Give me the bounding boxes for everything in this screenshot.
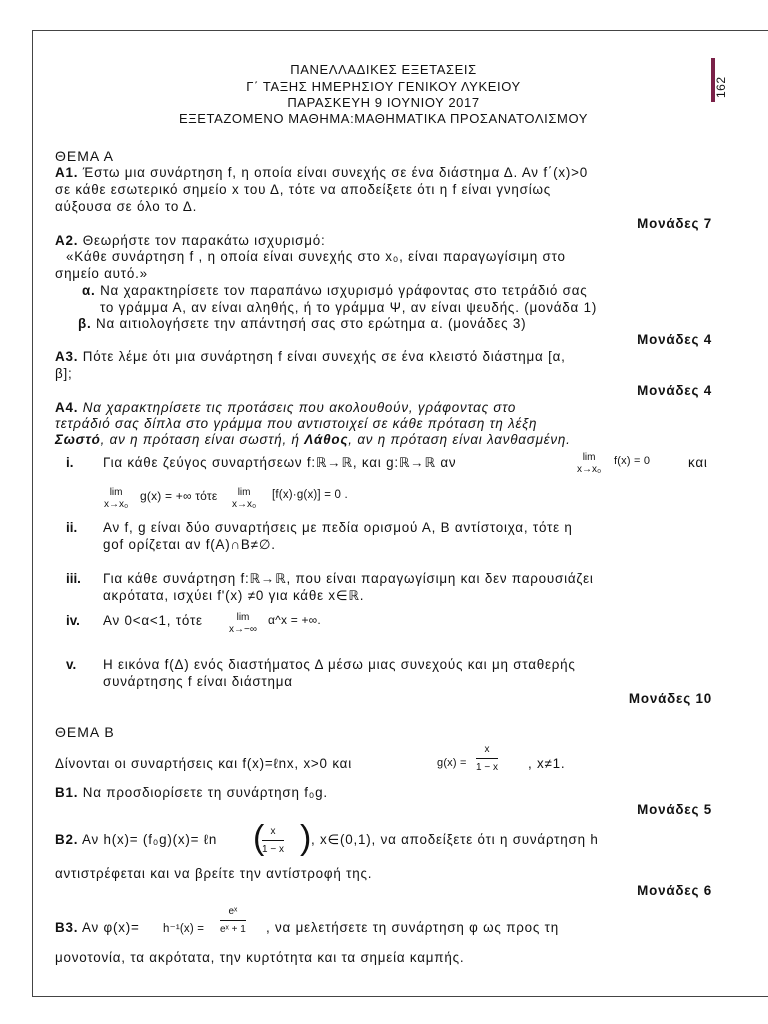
item-v-line-2: συνάρτησης f είναι διάστημα bbox=[103, 674, 293, 689]
header-line-3: ΠΑΡΑΣΚΕΥΗ 9 ΙΟΥΝΙΟΥ 2017 bbox=[287, 95, 480, 110]
a2-claim-2: σημείο αυτό.» bbox=[55, 266, 148, 281]
a4-text-3d: , αν η πρόταση είναι λανθασμένη. bbox=[348, 432, 571, 447]
item-i-and: και bbox=[688, 455, 708, 470]
b2-fraction bbox=[262, 826, 284, 855]
a4-score: Μονάδες 10 bbox=[628, 691, 712, 706]
a2-a-line-2: το γράμμα Α, αν είναι αληθής, ή το γράμμα Ψ, αν είναι ψευδής. (μονάδα 1) bbox=[100, 300, 598, 315]
a2-intro bbox=[55, 233, 326, 248]
b-intro-end: , x≠1. bbox=[528, 756, 566, 771]
item-i-lim-1 bbox=[577, 452, 601, 476]
a2-claim-1: «Κάθε συνάρτηση f , η οποία είναι συνεχής στο x₀, είναι παραγωγίσιμη στο bbox=[66, 249, 566, 264]
b2-line-2: αντιστρέφεται και να βρείτε την αντίστροφή της. bbox=[55, 866, 373, 881]
item-iv-label: iv. bbox=[66, 613, 80, 628]
page-number: 162 bbox=[714, 76, 728, 98]
b2-score: Μονάδες 6 bbox=[637, 883, 712, 898]
lim-sub: x→x₀ bbox=[232, 499, 257, 510]
a1-text-1: Έστω μια συνάρτηση f, η οποία είναι συνεχής σε ένα διάστημα Δ. Αν f΄(x)>0 bbox=[78, 165, 588, 180]
a3-label: Α3. bbox=[55, 349, 79, 364]
item-i-line-1 bbox=[103, 455, 456, 471]
b1-text: Να προσδιορίσετε τη συνάρτηση f₀g. bbox=[78, 785, 328, 800]
a1-score: Μονάδες 7 bbox=[637, 216, 712, 231]
a2-b-text: Να αιτιολογήσετε την απάντησή σας στο ερώτημα α. (μονάδες 3) bbox=[91, 316, 527, 331]
item-i-lim-2 bbox=[104, 487, 128, 511]
b-intro-fraction bbox=[476, 744, 498, 773]
right-paren: ) bbox=[300, 819, 312, 857]
a4-text-3b: , αν η πρόταση είναι σωστή, ή bbox=[100, 432, 305, 447]
b3-fraction bbox=[220, 906, 246, 935]
a2-label: Α2. bbox=[55, 233, 79, 248]
item-i-f-zero: f(x) = 0 bbox=[614, 455, 651, 467]
item-iv-lim bbox=[229, 612, 257, 636]
fraction-denominator: eˣ + 1 bbox=[220, 924, 246, 935]
lim-word: lim bbox=[109, 487, 123, 498]
b1-line bbox=[55, 785, 328, 800]
a4-word-correct: Σωστό bbox=[55, 432, 101, 447]
b-intro: Δίνονται οι συναρτήσεις και f(x)=ℓnx, x>0 και bbox=[55, 756, 352, 771]
lim-word: lim bbox=[236, 612, 250, 623]
item-iv-text: Αν 0<α<1, τότε bbox=[103, 613, 203, 628]
b1-label: Β1. bbox=[55, 785, 79, 800]
a2-a-line-1 bbox=[82, 283, 588, 298]
a2-a-text: Να χαρακτηρίσετε τον παραπάνω ισχυρισμό γράφοντας στο τετράδιό σας bbox=[95, 283, 588, 298]
a3-text: Πότε λέμε ότι μια συνάρτηση f είναι συνεχής σε ένα κλειστό διάστημα [α, bbox=[78, 349, 566, 364]
item-iii-line-1: Για κάθε συνάρτηση f:ℝ→ℝ, που είναι παραγωγίσιμη και δεν παρουσιάζει bbox=[103, 571, 594, 586]
item-ii-label: ii. bbox=[66, 520, 78, 535]
a1-line-3: αύξουσα σε όλο το Δ. bbox=[55, 199, 198, 214]
lim-sub: x→x₀ bbox=[577, 464, 602, 475]
item-ii-line-1: Αν f, g είναι δύο συναρτήσεις με πεδία ορισμού Α, Β αντίστοιχα, τότε η bbox=[103, 520, 573, 535]
item-i-text: Για κάθε ζεύγος συναρτήσεων f:ℝ→ℝ, και g:ℝ→ℝ αν bbox=[103, 455, 457, 470]
section-title-a: ΘΕΜΑ Α bbox=[55, 148, 114, 164]
item-iii-line-2: ακρότατα, ισχύει f'(x) ≠0 για κάθε x∈ℝ. bbox=[103, 588, 365, 603]
lim-sub: x→−∞ bbox=[229, 624, 257, 635]
b2-text-b: , x∈(0,1), να αποδείξετε ότι η συνάρτηση h bbox=[311, 832, 599, 847]
item-ii-line-2: gof ορίζεται αν f(A)∩B≠∅. bbox=[103, 537, 276, 552]
b3-label: Β3. bbox=[55, 920, 79, 935]
section-title-b: ΘΕΜΑ Β bbox=[55, 724, 115, 740]
fraction-numerator: eˣ bbox=[220, 906, 246, 921]
header-line-1: ΠΑΝΕΛΛΑΔΙΚΕΣ ΕΞΕΤΑΣΕΙΣ bbox=[290, 62, 477, 77]
b2-line-a bbox=[55, 832, 217, 847]
header-line-4: ΕΞΕΤΑΖΟΜΕΝΟ ΜΑΘΗΜΑ:ΜΑΘΗΜΑΤΙΚΑ ΠΡΟΣΑΝΑΤΟΛΙΣΜΟΥ bbox=[178, 111, 589, 126]
lim-word: lim bbox=[582, 452, 596, 463]
item-i-lim-3 bbox=[232, 487, 256, 511]
a2-a-label: α. bbox=[82, 283, 96, 298]
b2-text-a: Αν h(x)= (f₀g)(x)= ℓn bbox=[78, 832, 218, 847]
a4-line-3 bbox=[55, 432, 571, 447]
lim-word: lim bbox=[237, 487, 251, 498]
a3-line-2: β]; bbox=[55, 366, 73, 381]
a2-b-label: β. bbox=[78, 316, 92, 331]
fraction-numerator: x bbox=[476, 744, 498, 759]
left-paren: ( bbox=[253, 819, 265, 857]
a3-score: Μονάδες 4 bbox=[637, 383, 712, 398]
b3-text-a: Αν φ(x)= bbox=[78, 920, 140, 935]
a3-line-1 bbox=[55, 349, 566, 364]
a2-intro-text: Θεωρήστε τον παρακάτω ισχυρισμό: bbox=[78, 233, 326, 248]
fraction-denominator: 1 − x bbox=[262, 844, 284, 855]
b-intro-g: g(x) = bbox=[437, 757, 467, 769]
item-v-label: v. bbox=[66, 657, 77, 672]
fraction-denominator: 1 − x bbox=[476, 762, 498, 773]
a4-line-2: τετράδιό σας δίπλα στο γράμμα που αντιστοιχεί σε κάθε πρόταση τη λέξη bbox=[55, 416, 538, 431]
header-line-2: Γ΄ ΤΑΞΗΣ ΗΜΕΡΗΣΙΟΥ ΓΕΝΙΚΟΥ ΛΥΚΕΙΟΥ bbox=[246, 79, 521, 94]
a2-score: Μονάδες 4 bbox=[637, 332, 712, 347]
a1-line-1 bbox=[55, 165, 588, 180]
a4-word-wrong: Λάθος bbox=[304, 432, 349, 447]
fraction-numerator: x bbox=[262, 826, 284, 841]
item-v-line-1: Η εικόνα f(Δ) ενός διαστήματος Δ μέσω μιας συνεχούς και μη σταθερής bbox=[103, 657, 576, 672]
a1-line-2: σε κάθε εσωτερικό σημείο x του Δ, τότε να αποδείξετε ότι η f είναι γνησίως bbox=[55, 182, 551, 197]
item-i-g-inf: g(x) = +∞ τότε bbox=[140, 489, 218, 503]
item-iii-label: iii. bbox=[66, 571, 81, 586]
b3-line-2: μονοτονία, τα ακρότατα, την κυρτότητα και τα σημεία καμπής. bbox=[55, 950, 465, 965]
item-i-product: [f(x)·g(x)] = 0 . bbox=[272, 489, 348, 501]
b3-h-inverse: h⁻¹(x) = bbox=[163, 923, 205, 935]
b3-text-b: , να μελετήσετε τη συνάρτηση φ ως προς τη bbox=[266, 920, 560, 935]
b1-score: Μονάδες 5 bbox=[637, 802, 712, 817]
a2-b-line bbox=[78, 316, 526, 331]
item-iv-power: α^x = +∞. bbox=[268, 613, 321, 627]
b3-line-a bbox=[55, 920, 140, 935]
lim-sub: x→x₀ bbox=[104, 499, 129, 510]
a4-text-1: Να χαρακτηρίσετε τις προτάσεις που ακολουθούν, γράφοντας στο bbox=[78, 400, 517, 415]
a4-label: Α4. bbox=[55, 400, 79, 415]
b2-label: Β2. bbox=[55, 832, 79, 847]
a4-line-1 bbox=[55, 400, 516, 415]
a1-label: Α1. bbox=[55, 165, 79, 180]
item-i-label: i. bbox=[66, 455, 74, 470]
